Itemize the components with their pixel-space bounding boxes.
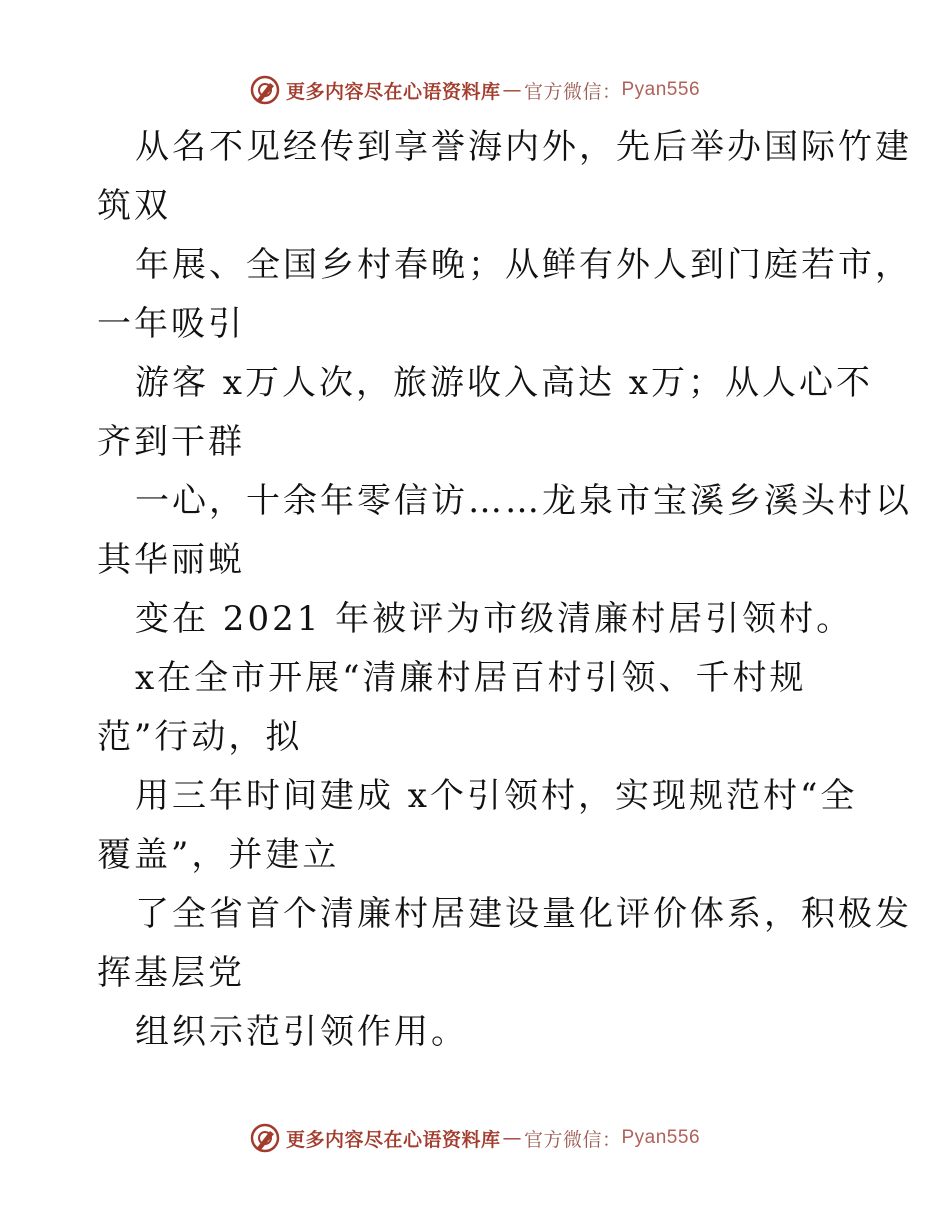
body-line: 年展、全国乡村春晚；从鲜有外人到门庭若市，: [135, 245, 912, 285]
banner-dash: —: [502, 79, 522, 101]
pen-circle-logo-icon: [250, 75, 280, 105]
banner-dash: —: [502, 1127, 522, 1149]
body-line: 一年吸引: [97, 304, 245, 344]
body-line: 从名不见经传到享誉海内外，先后举办国际竹建: [135, 127, 912, 167]
banner-wechat-label: 官方微信：: [523, 1128, 622, 1151]
body-line: 游客 x万人次，旅游收入高达 x万；从人心不: [135, 363, 873, 403]
body-line: 筑双: [97, 186, 171, 226]
body-line: 用三年时间建成 x个引领村，实现规范村“全: [135, 776, 858, 816]
banner-wechat-id: Pyan556: [621, 79, 701, 100]
body-line: 范”行动，拟: [97, 717, 303, 757]
body-line: 齐到干群: [97, 422, 245, 462]
pen-circle-logo-icon: [250, 1123, 280, 1153]
body-line: 其华丽蜕: [97, 540, 245, 580]
body-line: 组织示范引领作用。: [135, 1012, 468, 1052]
body-line: 覆盖”，并建立: [97, 835, 340, 875]
body-line: 变在 2021 年被评为市级清廉村居引领村。: [135, 599, 854, 639]
body-line: x在全市开展“清廉村居百村引领、千村规: [135, 658, 807, 698]
banner-title: 更多内容尽在心语资料库: [285, 1128, 501, 1151]
header-banner: [0, 70, 950, 110]
banner-wechat-label: 官方微信：: [523, 80, 622, 103]
body-line: 一心，十余年零信访……龙泉市宝溪乡溪头村以: [135, 481, 912, 521]
banner-title: 更多内容尽在心语资料库: [285, 80, 501, 103]
banner-wechat-id: Pyan556: [621, 1127, 701, 1148]
footer-banner: [0, 1118, 950, 1158]
document-body: [97, 118, 912, 1062]
body-line: 了全省首个清廉村居建设量化评价体系，积极发: [135, 894, 912, 934]
body-line: 挥基层党: [97, 953, 245, 993]
